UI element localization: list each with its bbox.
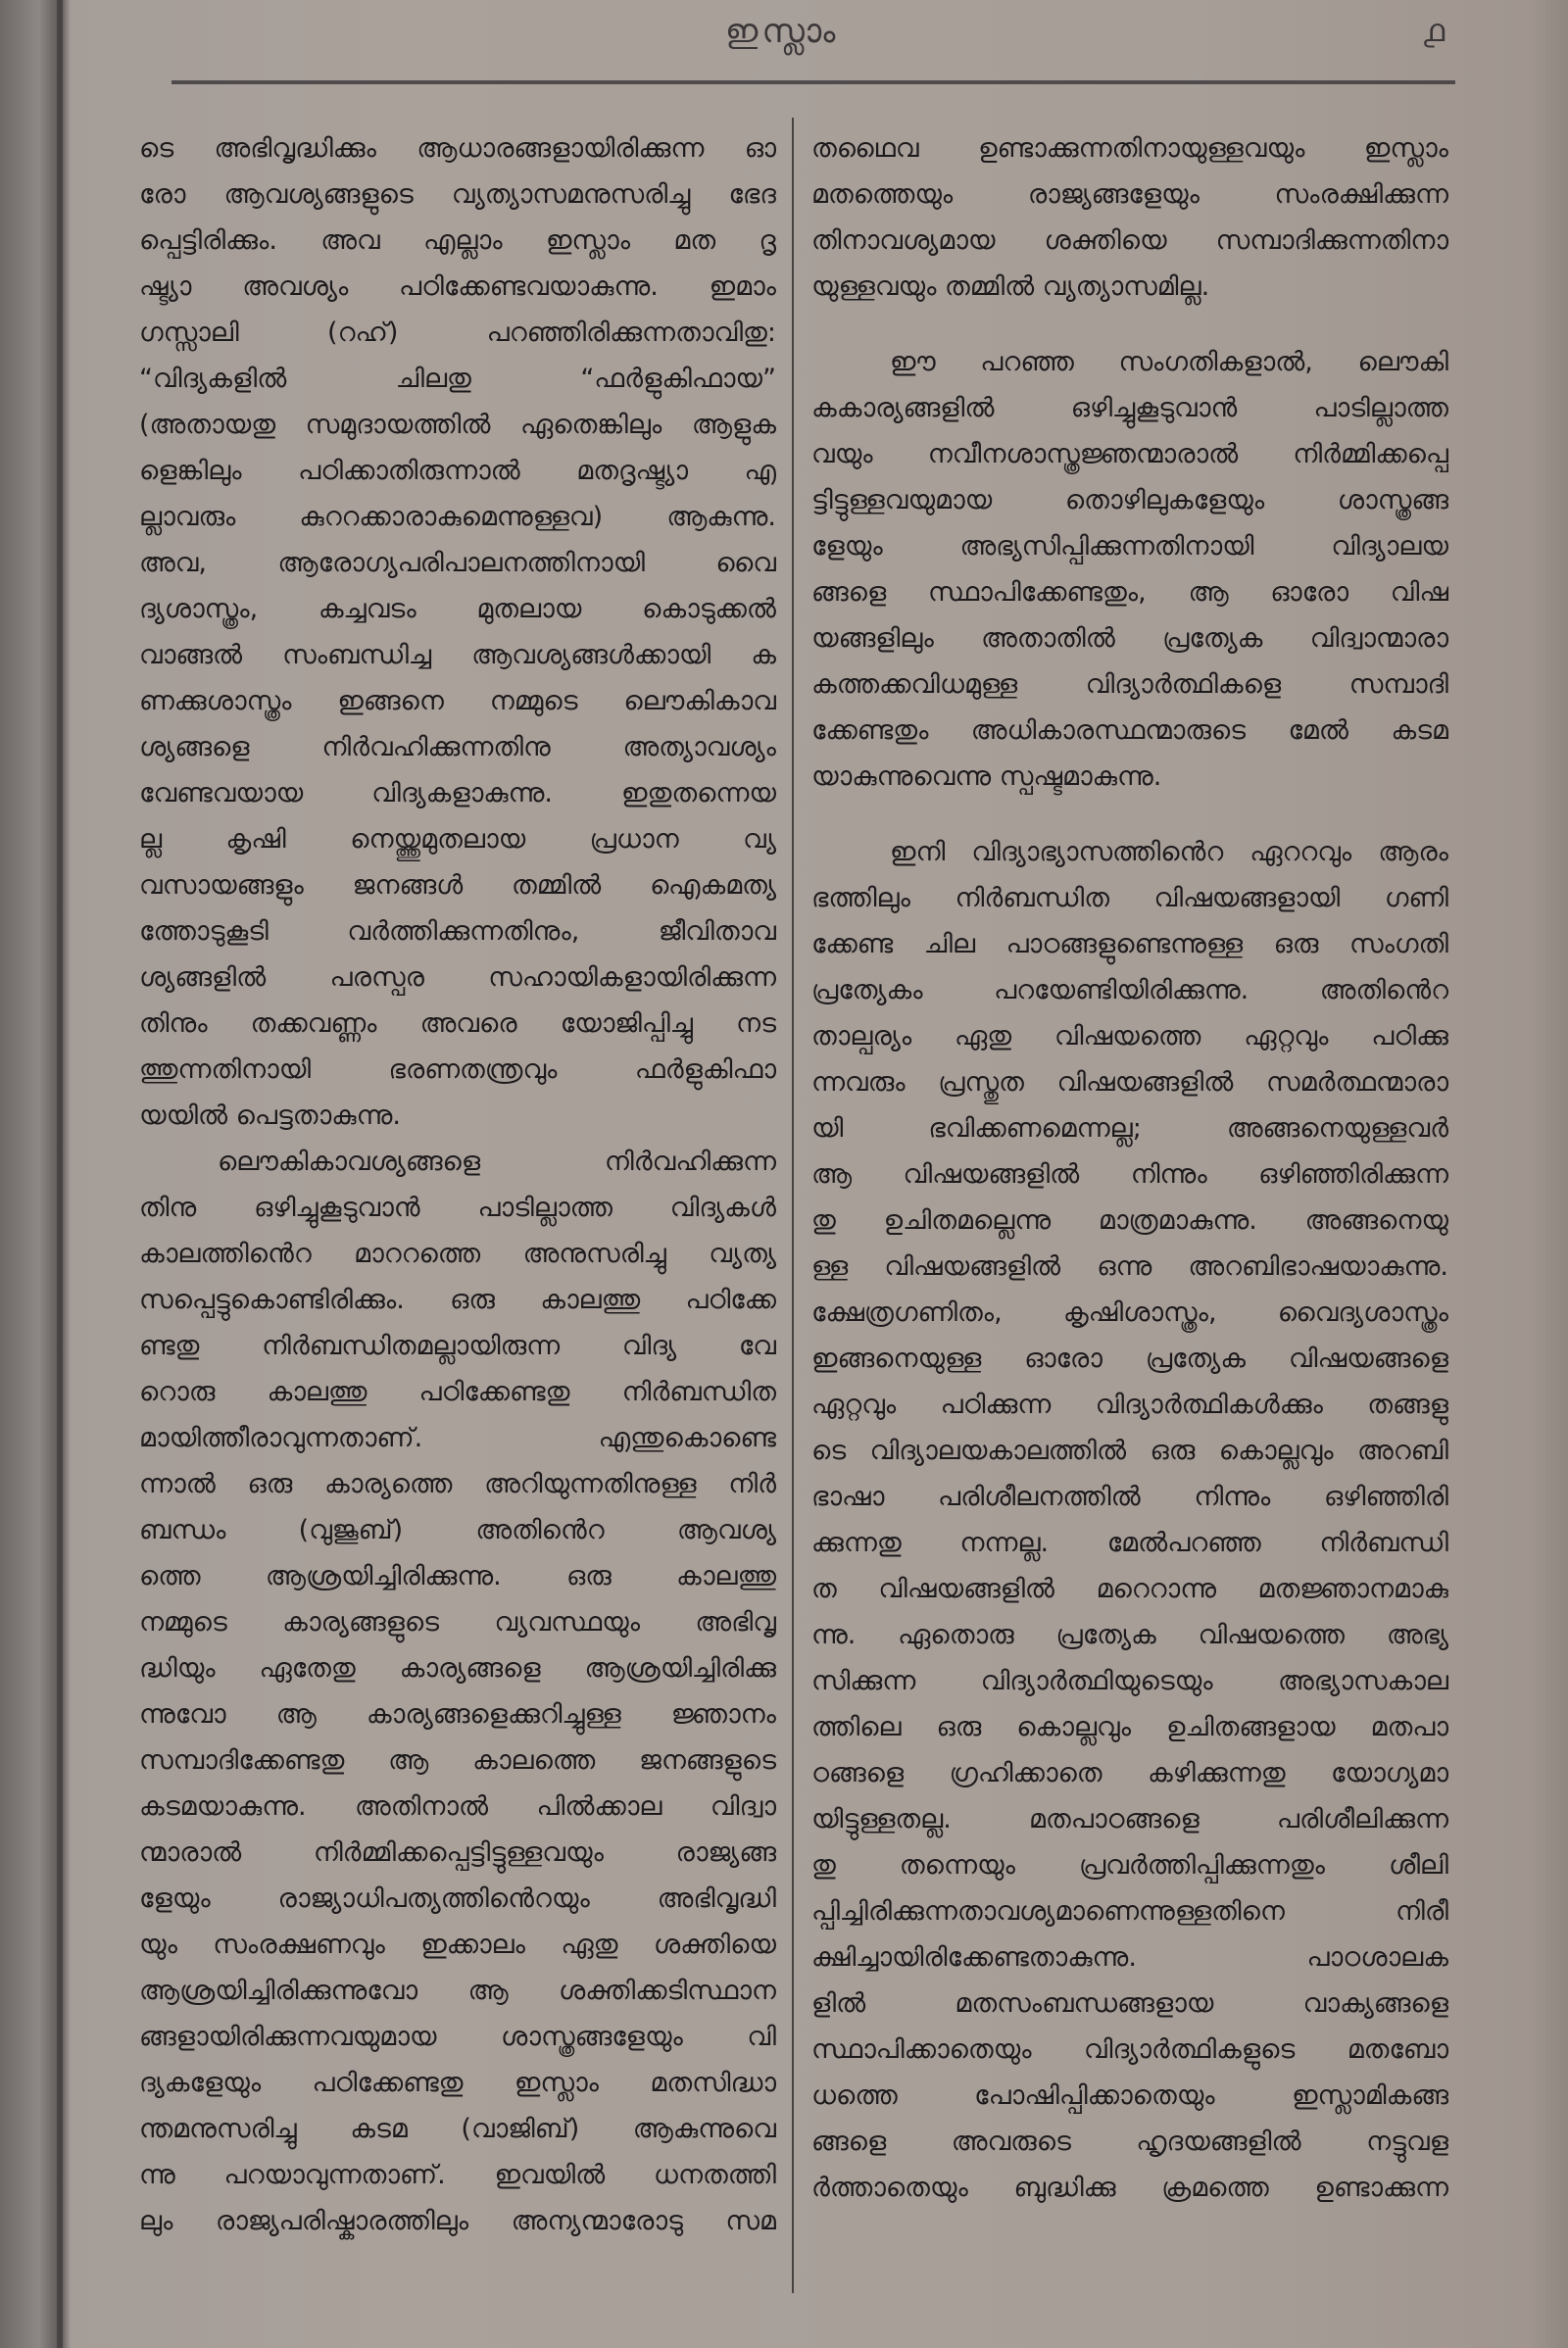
text-line: (അതായതു സമുദായത്തിൽ ഏതെങ്കിലും ആളുക — [139, 410, 776, 440]
text-line: ന്നു. ഏതൊരു പ്രത്യേക വിഷയത്തെ അഭ്യ — [811, 1620, 1448, 1650]
text-line: ക്ഷേത്രഗണിതം, കൃഷിശാസ്ത്രം, വൈദ്യശാസ്ത്രം — [811, 1297, 1448, 1328]
text-line: ത്തോടുകൂടി വർത്തിക്കുന്നതിനും, ജീവിതാവ — [139, 916, 776, 947]
text-line: ത വിഷയങ്ങളിൽ മറെറാന്നു മതജ്ഞാനമാകു — [811, 1574, 1448, 1604]
running-header: ഇസ്ലാം — [725, 12, 840, 51]
text-line: യി ഭവിക്കണമെന്നല്ല; അങ്ങനെയുള്ളവർ — [811, 1113, 1448, 1144]
paragraph-gap — [811, 800, 1448, 829]
text-line: “വിദ്യകളിൽ ചിലതു “ഫർളുകിഫായ” — [139, 364, 776, 394]
text-line: യങ്ങളിലും അതാതിൽ പ്രത്യേക വിദ്വാന്മാരാ — [811, 623, 1448, 654]
text-line: യയിൽ പെട്ടതാകുന്നു. — [139, 1101, 401, 1131]
text-line: മായിത്തീരാവുന്നതാണ്. എന്തുകൊണ്ടെ — [139, 1423, 776, 1453]
text-line: ള്ള വിഷയങ്ങളിൽ ഒന്നു അറബിഭാഷയാകുന്നു. — [811, 1251, 1448, 1282]
left-column — [139, 125, 776, 2244]
text-line: ല്ല കൃഷി നെയ്ത്തുമുതലായ പ്രധാന വ്യ — [139, 824, 776, 855]
text-line: ഇനി വിദ്യാഭ്യാസത്തിൻെറ ഏററവും ആരം — [890, 837, 1448, 867]
text-line: വയും നവീനശാസ്ത്രജ്ഞന്മാരാൽ നിർമ്മിക്കപ്പെ — [811, 439, 1448, 469]
text-line: നമ്മുടെ കാര്യങ്ങളുടെ വ്യവസ്ഥയും അഭിവൃ — [139, 1607, 776, 1638]
text-line: ഏറ്റവും പഠിക്കുന്ന വിദ്യാർത്ഥികൾക്കും തങ്ങളു — [811, 1390, 1448, 1420]
text-line: ളേയും അഭ്യസിപ്പിക്കുന്നതിനായി വിദ്യാലയ — [811, 531, 1448, 562]
text-line: യാകുന്നുവെന്നു സ്പഷ്ടമാകുന്നു. — [811, 761, 1162, 792]
text-line: കകാര്യങ്ങളിൽ ഒഴിച്ചുകൂടുവാൻ പാടില്ലാത്ത — [811, 393, 1448, 423]
text-line: ആശ്രയിച്ചിരിക്കുന്നുവോ ആ ശക്തിക്കടിസ്ഥാന — [139, 1976, 776, 2006]
text-line: തഥൈവ ഉണ്ടാക്കുന്നതിനായുള്ളവയും ഇസ്ലാം — [811, 133, 1448, 164]
text-line: ടെ അഭിവൃദ്ധിക്കും ആധാരങ്ങളായിരിക്കുന്ന ഓ — [139, 133, 776, 164]
text-line: ദ്യശാസ്ത്രം, കച്ചവടം മുതലായ കൊടുക്കൽ — [139, 594, 776, 624]
text-line: വസായങ്ങളും ജനങ്ങൾ തമ്മിൽ ഐകമത്യ — [139, 870, 776, 901]
text-line: ട്ടിട്ടുള്ളവയുമായ തൊഴിലുകളേയും ശാസ്ത്രങ്ങ — [811, 485, 1448, 515]
text-line: ധത്തെ പോഷിപ്പിക്കാതെയും ഇസ്ലാമികങ്ങ — [811, 2080, 1448, 2111]
text-line: ളെങ്കിലും പഠിക്കാതിരുന്നാൽ മതദൃഷ്ട്യാ എ — [139, 456, 776, 486]
text-line: തിനും തക്കവണ്ണം അവരെ യോജിപ്പിച്ചു നട — [139, 1008, 776, 1039]
text-line: ബന്ധം (വുജൂബ്) അതിൻെറ ആവശ്യ — [139, 1515, 776, 1545]
text-line: ങ്ങളെ സ്ഥാപിക്കേണ്ടതും, ആ ഓരോ വിഷ — [811, 577, 1448, 608]
text-line: പ്പെട്ടിരിക്കും. അവ എല്ലാം ഇസ്ലാം മത ദൃ — [139, 225, 776, 256]
text-line: ക്കുന്നതു നന്നല്ല. മേൽപറഞ്ഞ നിർബന്ധി — [811, 1528, 1448, 1558]
text-line: ങ്ങളെ അവരുടെ ഹൃദയങ്ങളിൽ നട്ടുവള — [811, 2127, 1448, 2157]
text-line: രോ ആവശ്യങ്ങളുടെ വ്യത്യാസമനുസരിച്ചു ഭേദ — [139, 179, 776, 210]
text-line: ക്കേണ്ടതും അധികാരസ്ഥന്മാരുടെ മേൽ കടമ — [811, 715, 1448, 746]
text-line: സപ്പെട്ടുകൊണ്ടിരിക്കും. ഒരു കാലത്തു പഠിക്കേ — [139, 1285, 776, 1315]
text-line: തു ഉചിതമല്ലെന്നു മാത്രമാകുന്നു. അങ്ങനെയു — [811, 1205, 1448, 1236]
text-line: ത്തുന്നതിനായി ഭരണതന്ത്രവും ഫർളുകിഫാ — [139, 1054, 776, 1085]
text-line: ആ വിഷയങ്ങളിൽ നിന്നും ഒഴിഞ്ഞിരിക്കുന്ന — [811, 1159, 1448, 1190]
text-line: യിട്ടുള്ളതല്ല. മതപാഠങ്ങളെ പരിശീലിക്കുന്ന — [811, 1804, 1448, 1834]
text-line: ഭാഷാ പരിശീലനത്തിൽ നിന്നും ഒഴിഞ്ഞിരി — [811, 1482, 1448, 1512]
text-line: ന്നവരും പ്രസ്തുത വിഷയങ്ങളിൽ സമർത്ഥന്മാരാ — [811, 1067, 1448, 1098]
text-line: ന്നുവോ ആ കാര്യങ്ങളെക്കുറിച്ചുള്ള ജ്ഞാനം — [139, 1699, 776, 1730]
text-line: കാലത്തിൻെറ മാററത്തെ അനുസരിച്ചു വ്യത്യ — [139, 1239, 776, 1269]
text-line: ല്ലാവരും കുററക്കാരാകുമെന്നുള്ളവ) ആകുന്നു. — [139, 502, 776, 532]
text-line: ന്മാരാൽ നിർമ്മിക്കപ്പെട്ടിട്ടുള്ളവയും രാജ്യങ്ങ — [139, 1837, 776, 1868]
header-rule — [172, 80, 1455, 84]
text-line: ലൌകികാവശ്യങ്ങളെ നിർവഹിക്കുന്ന — [218, 1147, 776, 1177]
text-line: വാങ്ങൽ സംബന്ധിച്ച ആവശ്യങ്ങൾക്കായി ക — [139, 640, 776, 670]
text-line: ന്നാൽ ഒരു കാര്യത്തെ അറിയുന്നതിനുള്ള നിർ — [139, 1469, 776, 1499]
text-line: കത്തക്കവിധമുള്ള വിദ്യാർത്ഥികളെ സമ്പാദി — [811, 669, 1448, 700]
text-line: വേണ്ടവയായ വിദ്യകളാകുന്നു. ഇതുതന്നെയ — [139, 778, 776, 808]
text-line: യുള്ളവയും തമ്മിൽ വ്യത്യാസമില്ല. — [811, 271, 1210, 302]
text-line: അവ, ആരോഗ്യപരിപാലനത്തിനായി വൈ — [139, 548, 776, 578]
text-line: ദ്യകളേയും പഠിക്കേണ്ടതു ഇസ്ലാം മതസിദ്ധാ — [139, 2068, 776, 2098]
column-divider — [792, 118, 794, 2293]
text-line: സമ്പാദിക്കേണ്ടതു ആ കാലത്തെ ജനങ്ങളുടെ — [139, 1745, 776, 1776]
text-line: ർത്താതെയും ബുദ്ധിക്കു ക്രമത്തെ ഉണ്ടാക്കുന്ന — [811, 2173, 1448, 2203]
text-line: ളിൽ മതസംബന്ധങ്ങളായ വാക്യങ്ങളെ — [811, 1988, 1448, 2019]
text-line: ഇങ്ങനെയുള്ള ഓരോ പ്രത്യേക വിഷയങ്ങളെ — [811, 1344, 1448, 1374]
text-line: ണക്കുശാസ്ത്രം ഇങ്ങനെ നമ്മുടെ ലൌകികാവ — [139, 686, 776, 716]
text-line: ന്നു പറയാവുന്നതാണ്. ഇവയിൽ ധനതത്തി — [139, 2160, 776, 2190]
text-line: തു തന്നെയും പ്രവർത്തിപ്പിക്കുന്നതും ശീലി — [811, 1850, 1448, 1881]
text-line: ക്കേണ്ട ചില പാഠങ്ങളുണ്ടെന്നുള്ള ഒരു സംഗതി — [811, 929, 1448, 959]
text-line: ലും രാജ്യപരിഷ്കാരത്തിലും അന്യന്മാരോടു സമ — [139, 2206, 776, 2236]
page-number: ൧ — [1423, 12, 1446, 49]
text-line: ഷ്ട്യാ അവശ്യം പഠിക്കേണ്ടവയാകുന്നു. ഇമാം — [139, 271, 776, 302]
text-line: സ്ഥാപിക്കാതെയും വിദ്യാർത്ഥികളുടെ മതബോ — [811, 2034, 1448, 2065]
book-binding-edge — [57, 0, 63, 2348]
text-line: താല്പര്യം ഏതു വിഷയത്തെ ഏറ്റവും പഠിക്കു — [811, 1021, 1448, 1052]
text-line: ത്തിലെ ഒരു കൊല്ലവും ഉചിതങ്ങളായ മതപാ — [811, 1712, 1448, 1742]
text-line: ണ്ടതു നിർബന്ധിതമല്ലായിരുന്ന വിദ്യ വേ — [139, 1331, 776, 1361]
right-column — [811, 125, 1448, 2211]
text-line: ഭത്തിലും നിർബന്ധിത വിഷയങ്ങളായി ഗണി — [811, 883, 1448, 913]
text-line: സിക്കുന്ന വിദ്യാർത്ഥിയുടെയും അഭ്യാസകാല — [811, 1666, 1448, 1696]
text-line: പ്രത്യേകം പറയേണ്ടിയിരിക്കുന്നു. അതിൻെറ — [811, 975, 1448, 1005]
text-line: ദ്ധിയും ഏതേതു കാര്യങ്ങളെ ആശ്രയിച്ചിരിക്കു — [139, 1653, 776, 1684]
text-line: ളേയും രാജ്യാധിപത്യത്തിൻെറയും അഭിവൃദ്ധി — [139, 1883, 776, 1914]
text-line: പ്പിച്ചിരിക്കുന്നതാവശ്യമാണെന്നുള്ളതിനെ നിരീ — [811, 1896, 1448, 1927]
text-line: ന്തമനുസരിച്ചു കടമ (വാജിബ്) ആകുന്നുവെ — [139, 2114, 776, 2144]
text-line: ത്തെ ആശ്രയിച്ചിരിക്കുന്നു. ഒരു കാലത്തു — [139, 1561, 776, 1591]
paragraph-gap — [811, 310, 1448, 339]
text-line: തിനു ഒഴിച്ചുകൂടുവാൻ പാടില്ലാത്ത വിദ്യകൾ — [139, 1193, 776, 1223]
text-line: ങ്ങളായിരിക്കുന്നവയുമായ ശാസ്ത്രങ്ങളേയും വി — [139, 2022, 776, 2052]
text-line: യും സംരക്ഷണവും ഇക്കാലം ഏതു ശക്തിയെ — [139, 1930, 776, 1960]
text-line: ടെ വിദ്യാലയകാലത്തിൽ ഒരു കൊല്ലവും അറബി — [811, 1436, 1448, 1466]
text-line: ക്ഷിച്ചായിരിക്കേണ്ടതാകുന്നു. പാഠശാലക — [811, 1942, 1448, 1973]
text-line: ഗസ്സാലി (റഹ്) പറഞ്ഞിരിക്കുന്നതാവിതു: — [139, 318, 776, 348]
text-line: ശ്യങ്ങളെ നിർവഹിക്കുന്നതിനു അത്യാവശ്യം — [139, 732, 776, 762]
text-line: മതത്തെയും രാജ്യങ്ങളേയും സംരക്ഷിക്കുന്ന — [811, 179, 1448, 210]
text-line: കടമയാകുന്നു. അതിനാൽ പിൽക്കാല വിദ്വാ — [139, 1791, 776, 1822]
text-line: തിനാവശ്യമായ ശക്തിയെ സമ്പാദിക്കുന്നതിനാ — [811, 225, 1448, 256]
text-line: ഠങ്ങളെ ഗ്രഹിക്കാതെ കഴിക്കുന്നതു യോഗ്യമാ — [811, 1758, 1448, 1788]
text-line: ഈ പറഞ്ഞ സംഗതികളാൽ, ലൌകി — [890, 347, 1448, 377]
text-line: ശ്യങ്ങളിൽ പരസ്പര സഹായികളായിരിക്കുന്ന — [139, 962, 776, 993]
text-line: റൊരു കാലത്തു പഠിക്കേണ്ടതു നിർബന്ധിത — [139, 1377, 776, 1407]
